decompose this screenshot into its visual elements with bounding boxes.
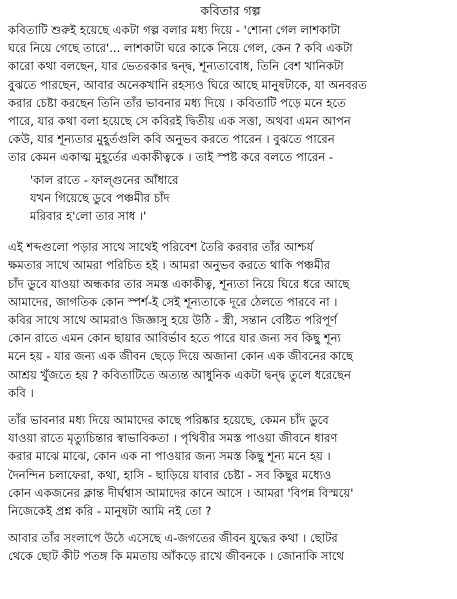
text-line: থেকে ছোট কীট পতঙ্গ কি মমতায় আঁকড়ে রাখে জীবনকে । জোনাকি সাথে — [8, 549, 345, 564]
text-line: আমাদের, জাগতিক কোন স্পর্শ-ই সেই শূন্যতাকে দূরে ঠেলতে পারবে না । — [8, 294, 338, 309]
poem-quote — [8, 171, 453, 226]
paragraph-1 — [8, 21, 453, 167]
text-line: নিজেকেই প্রশ্ন করি - মানুষটা আমি নই তো ? — [8, 504, 212, 519]
paragraph-4 — [8, 529, 453, 565]
text-line: এই শব্দগুলো পড়ার সাথে সাথেই পরিবেশ তৈরি করবার তাঁর আশ্চর্য — [8, 240, 314, 255]
paragraph-3 — [8, 411, 453, 520]
text-line: তার কেমন একাত্ম মুহূর্তের একাকীত্বকে । তাই স্পষ্ট করে বলতে পারেন - — [8, 150, 334, 165]
page-title: কবিতার গল্প — [200, 3, 261, 18]
text-line: চাঁদ ডুবে যাওয়া অন্ধকার তার সমস্ত একাকীত্ব, শূন্যতা নিয়ে ঘিরে ধরে আছে — [8, 276, 350, 291]
poem-line: মরিবার হ'লো তার সাধ ।' — [30, 209, 147, 224]
text-line: কারো কথা বলছেন, যার ভেতরকার দ্বন্দ্ব, শূন্যতাবোধ, তিনি বেশ খানিকটা — [8, 59, 344, 74]
text-line: পারে, যার কথা বলা হয়েছে সে কবিরই দ্বিতীয় এক সত্তা, অথবা এমন আপন — [8, 114, 351, 129]
poem-line: 'কাল রাতে - ফাল্গুনের আঁধারে — [30, 172, 179, 187]
text-line: কেউ, যার শূন্যতার মুহূর্তগুলি কবি অনুভব করতে পারেন । বুঝতে পারেন — [8, 132, 335, 147]
poem-line: যখন গিয়েছে ডুবে পঞ্চমীর চাঁদ — [30, 190, 170, 205]
text-line: তাঁর ভাবনার মধ্য দিয়ে আমাদের কাছে পরিষ্কার হয়েছে, কেমন চাঁদ ডুবে — [8, 413, 329, 428]
text-line: আশ্রয় খুঁজতে হয় ? কবিতাটিতে অত্যন্ত আধুনিক একটা দ্বন্দ্ব তুলে ধরেছেন — [8, 367, 351, 382]
text-line: কবি । — [8, 385, 34, 400]
paragraph-2 — [8, 238, 453, 402]
text-line: কবির সাথে সাথে আমরাও জিজ্ঞাসু হয়ে উঠি - স্ত্রী, সন্তান বেষ্টিত পরিপূর্ণ — [8, 313, 337, 328]
text-line: কবিতাটি শুরুই হয়েছে একটা গল্প বলার মধ্য দিয়ে - 'শোনা গেল লাশকাটা — [8, 23, 341, 37]
text-line: আবার তাঁর সংলাপে উঠে এসেছে এ-জগতের জীবন যুদ্ধের কথা । ছোটর — [8, 531, 338, 546]
text-line: কোন রাতে এমন কোন ছায়ার আবির্ভাব হতে পারে যার জন্য সব কিছু শূন্য — [8, 331, 341, 346]
text-line: ক্ষমতার সাথে আমরা পরিচিত হই । আমরা অনুভব করতে থাকি পঞ্চমীর — [8, 258, 331, 273]
text-line: কোন একজনের ক্লান্ত দীর্ঘশ্বাস আমাদের কানে আসে । আমরা 'বিপন্ন বিস্ময়ে' — [8, 485, 354, 500]
text-line: যাওয়া রাতে মৃত্যুচিন্তার স্বাভাবিকতা । পৃথিবীর সমস্ত পাওয়া জীবনে ধারণ — [8, 431, 338, 446]
text-line: করার মাঝে মাঝে, কোন এক না পাওয়ার জন্য সমস্ত কিছু শূন্য মনে হয় । — [8, 449, 331, 464]
text-line: মনে হয় - যার জন্য এক জীবন ছেড়ে দিয়ে অজানা কোন এক জীবনের কাছে — [8, 349, 353, 364]
text-line: করার চেষ্টা করছেন তিনি তাঁর ভাবনার মধ্য দিয়ে । কবিতাটি পড়ে মনে হতে — [8, 95, 346, 110]
text-line: বুঝতে পারছেন, আবার অনেকখানি রহস্যও ঘিরে আছে মানুষটাকে, যা অনবরত — [8, 77, 367, 92]
text-line: দৈনন্দিন চলাফেরা, কথা, হাসি - ছাড়িয়ে যাবার চেষ্টা - সব কিছুর মধ্যেও — [8, 467, 332, 482]
text-line: ঘরে নিয়ে গেছে তারে'... লাশকাটা ঘরে কাকে নিয়ে গেল, কেন ? কবি একটা — [8, 41, 353, 56]
